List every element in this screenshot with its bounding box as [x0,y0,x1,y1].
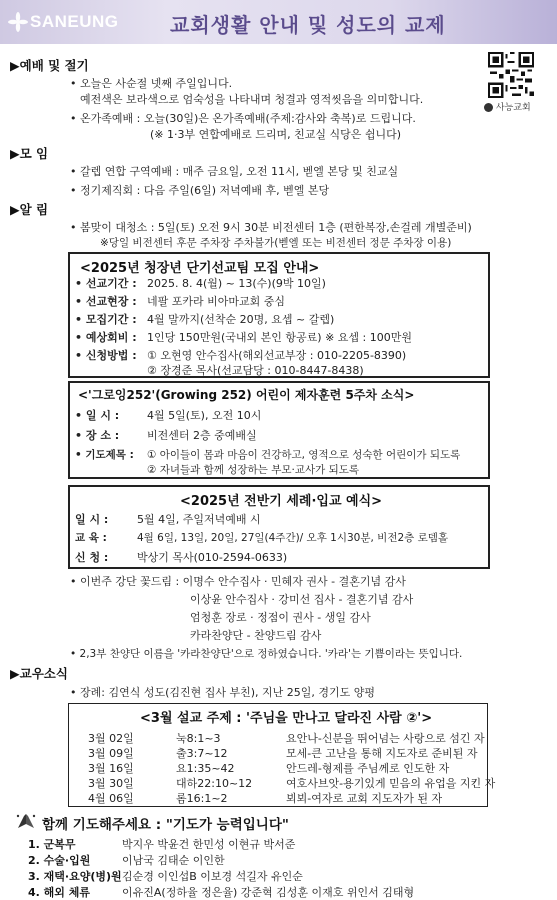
growing-row: • 일 시 : 4월 5일(토), 오전 10시 [75,409,262,422]
flower-logo-icon [8,12,28,32]
prayer-row: 3. 재택·요양(병)원김순경 이인섭B 이보경 석길자 유인순 [28,870,303,883]
worship-line-3: • 온가족예배 : 오늘(30일)은 온가족예배(주제:감사와 축복)로 드립니다. [70,112,416,125]
sermon-row: 3월 02일 눅8:1~3 요안나-신분을 뛰어넘는 사랑으로 섬긴 자 [88,732,485,745]
section-meeting-heading: ▶모 임 [10,146,49,161]
mission-row: • 예상회비 : 1인당 150만원(국내외 본인 항공료) ※ 요셉 : 100만원 [75,331,412,344]
flowers-line-2: 이상윤 안수집사 · 강미선 집사 - 결혼기념 감사 [190,593,414,606]
mission-row: ② 장경준 목사(선교담당 : 010-8447-8438) [147,364,364,377]
baptism-row: 일 시 : 5월 4일, 주일저녁예배 시 [75,513,261,526]
church-icon [484,103,493,112]
sermon-row: 3월 30일 대하22:10~12 여호사브앗-용기있게 믿음의 유업을 지킨 자 [88,777,496,790]
mission-row: • 선교기간 : 2025. 8. 4(월) ~ 13(수)(9박 10일) [75,277,326,290]
sermon-row: 3월 09일 출3:7~12 모세-큰 고난을 통해 지도자로 준비된 자 [88,747,478,760]
sermon-title: <3월 설교 주제 : '주님을 만나고 달라진 사람 ②'> [140,711,433,726]
mission-row: • 신청방법 : ① 오현영 안수집사(해외선교부장 : 010-2205-8390) [75,349,407,362]
growing-row: • 장 소 : 비전센터 2층 중예배실 [75,429,257,442]
qr-code-icon[interactable] [488,52,534,98]
mission-row: • 선교현장 : 네팔 포카라 비아마교회 중심 [75,295,286,308]
prayer-heading: 함께 기도해주세요 : "기도가 능력입니다" [42,817,289,833]
prayer-row: 2. 수술·입원 이남국 김태순 이인한 [28,854,225,867]
qr-caption: 사능교회 [484,100,531,113]
church-logo: SANEUNG [30,12,119,31]
prayer-row: 1. 군복무 박지우 박윤건 한민성 이현규 박서준 [28,838,296,851]
sermon-row: 3월 16일 요1:35~42 안드레-형제를 주님께로 인도한 자 [88,762,450,775]
flowers-line-4: 카라찬양단 - 찬양드림 감사 [190,629,322,642]
sermon-row: 4월 06일 롬16:1~2 뵈뵈-여자로 교회 지도자가 된 자 [88,792,443,805]
baptism-title: <2025년 전반기 세례·입교 예식> [180,494,383,509]
section-notice-heading: ▶알 림 [10,202,49,217]
page-title: 교회생활 안내 및 성도의 교제 [170,13,446,37]
baptism-row: 교 육 : 4월 6일, 13일, 20일, 27일(4주간)/ 오후 1시30분, 비전2층 로뎀홀 [75,532,449,544]
section-news-heading: ▶교우소식 [10,666,68,681]
notice-line-2: ※당일 비전센터 후문 주차장 주차불가(벧엘 또는 비전센터 정문 주차장 이용) [100,237,452,249]
praying-hands-icon [14,812,38,830]
header-banner [0,0,557,44]
prayer-row: 4. 해외 체류 이유진A(정하율 정은율) 강준혁 김성훈 이재호 위인서 김태형 [28,886,415,899]
section-worship-heading: ▶예배 및 절기 [10,58,89,73]
meeting-line-1: • 갈렙 연합 구역예배 : 매주 금요일, 오전 11시, 벧엘 본당 및 친교실 [70,165,399,178]
flowers-line-3: 엄청훈 장로 · 정점이 권사 - 생일 감사 [190,611,371,624]
worship-line-1: • 오늘은 사순절 넷째 주일입니다. [70,77,233,90]
worship-line-4: (※ 1·3부 연합예배로 드리며, 친교실 식당은 쉽니다) [150,128,402,141]
baptism-row: 신 청 : 박상기 목사(010-2594-0633) [75,551,288,564]
growing-row: • 기도제목 : ① 아이들이 몸과 마음이 건강하고, 영적으로 성숙한 어린이가 되도록 [75,449,461,461]
mission-row: • 모집기간 : 4월 말까지(선착순 20명, 요셉 ~ 갈렙) [75,313,335,326]
mission-title: <2025년 청장년 단기선교팀 모집 안내> [80,261,320,276]
growing-title: <'그로잉252'(Growing 252) 어린이 제자훈련 5주차 소식> [78,388,415,402]
news-line-1: • 장례: 김연식 성도(김진현 집사 부친), 지난 25일, 경기도 양평 [70,686,376,699]
flowers-line-5: • 2,3부 찬양단 이름을 '카라찬양단'으로 정하였습니다. '카라'는 기쁨이라는 뜻입니다. [70,648,463,660]
worship-line-2: 예전색은 보라색으로 엄숙성을 나타내며 청결과 영적씻음을 의미합니다. [80,93,424,106]
notice-line-1: • 봄맞이 대청소 : 5일(토) 오전 9시 30분 비전센터 1층 (편한복장,손걸레 개별준비) [70,221,472,234]
growing-row: ② 자녀들과 함께 성장하는 부모·교사가 되도록 [147,464,360,476]
flowers-line-1: • 이번주 강단 꽃드림 : 이명수 안수집사 · 민혜자 권사 - 결혼기념 감사 [70,575,406,588]
meeting-line-2: • 정기제직회 : 다음 주일(6일) 저녁예배 후, 벧엘 본당 [70,184,330,197]
